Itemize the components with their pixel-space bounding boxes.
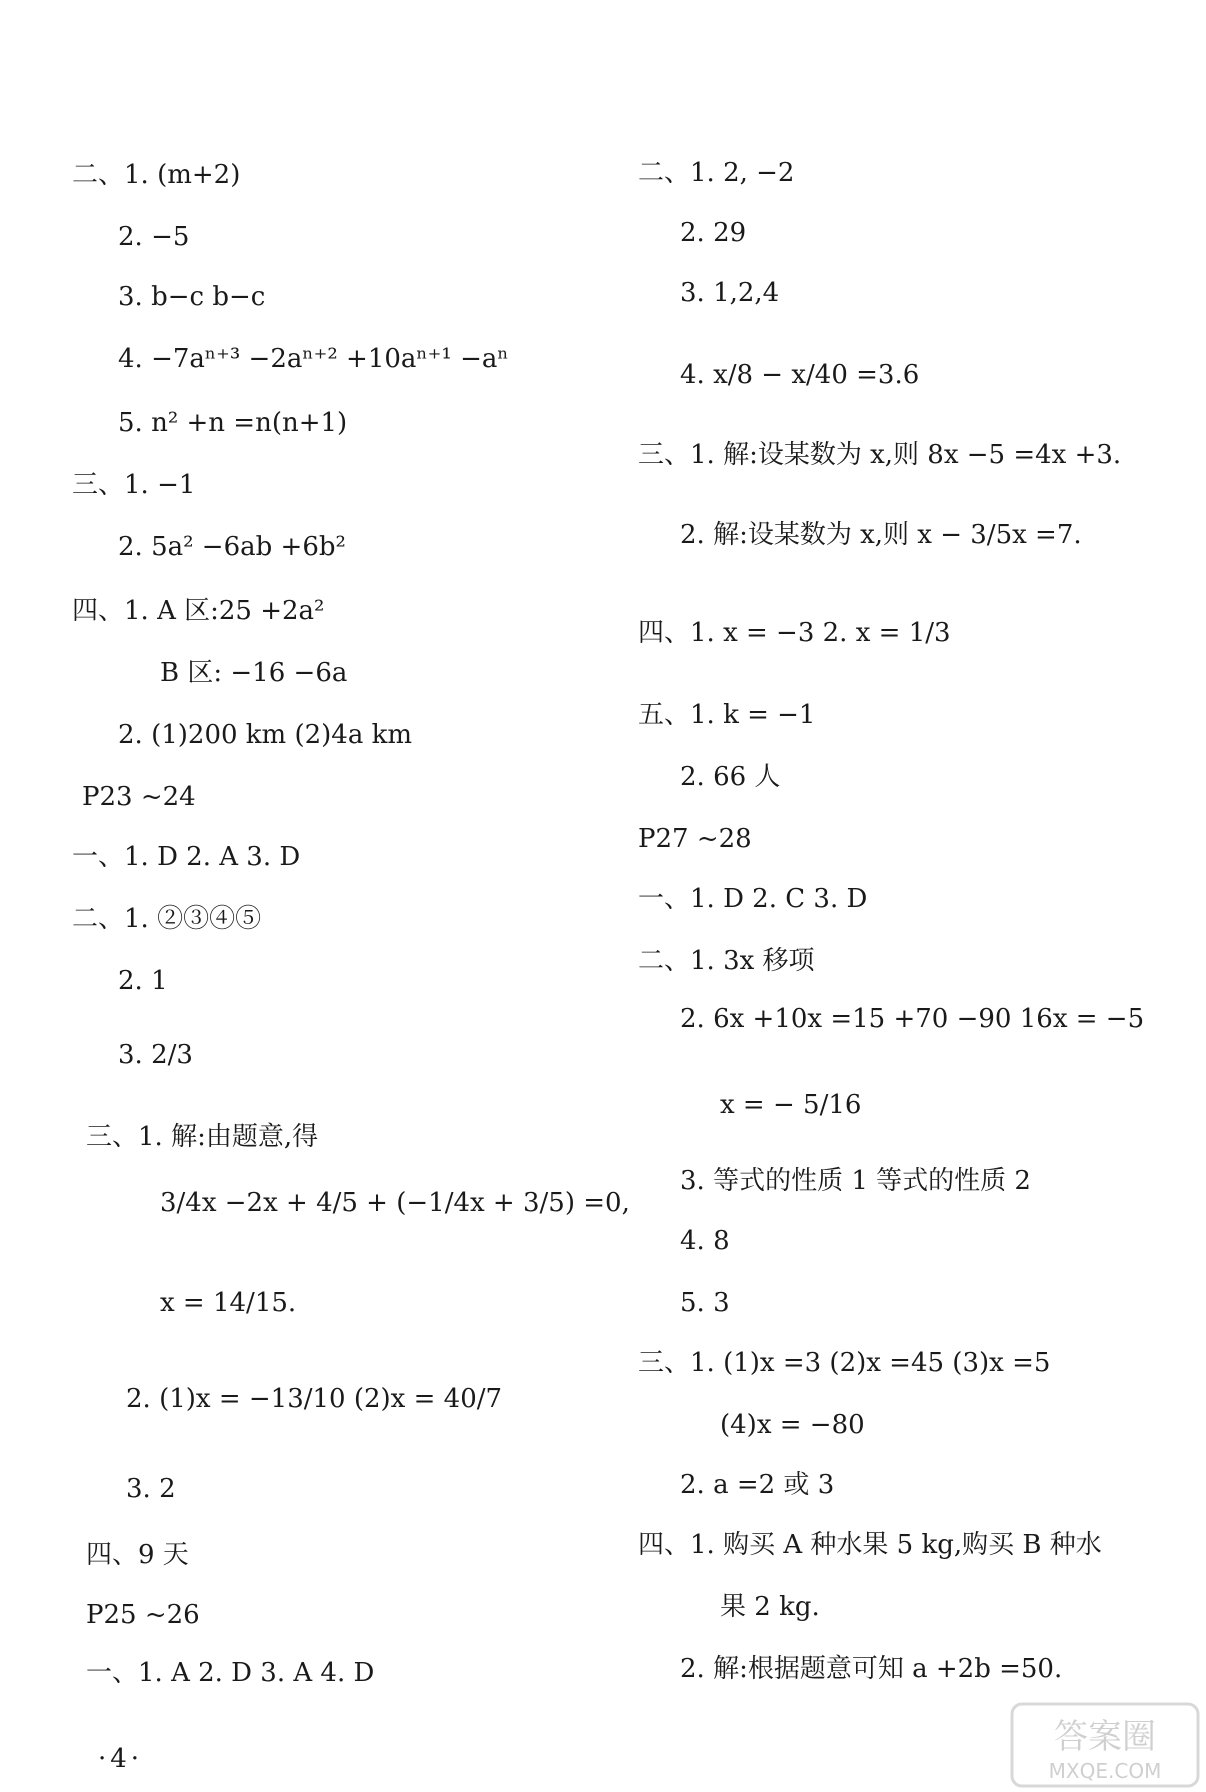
answer-line: 3. 1,2,4 — [680, 278, 780, 308]
answer-line: 5. n² +n =n(n+1) — [118, 408, 348, 438]
answer-line: 一、1. A 2. D 3. A 4. D — [86, 1658, 375, 1688]
answer-line: (4)x = −80 — [720, 1410, 865, 1440]
answer-line: 2. 解:根据题意可知 a +2b =50. — [680, 1654, 1063, 1684]
answer-line: 四、1. 购买 A 种水果 5 kg,购买 B 种水 — [638, 1530, 1102, 1560]
answer-line: 4. 8 — [680, 1226, 730, 1256]
answer-line: 三、1. 解:设某数为 x,则 8x −5 =4x +3. — [638, 440, 1122, 470]
answer-line: 2. (1)x = −13/10 (2)x = 40/7 — [126, 1384, 503, 1414]
answer-line: 二、1. ②③④⑤ — [72, 904, 262, 934]
answer-line: 二、1. 3x 移项 — [638, 946, 815, 976]
answer-line: 一、1. D 2. C 3. D — [638, 884, 868, 914]
answer-line: 四、9 天 — [86, 1540, 189, 1570]
answer-line: 4. −7aⁿ⁺³ −2aⁿ⁺² +10aⁿ⁺¹ −aⁿ — [118, 344, 509, 374]
answer-line: 三、1. −1 — [72, 470, 196, 500]
answer-line: 2. a =2 或 3 — [680, 1470, 835, 1500]
answer-line: 三、1. 解:由题意,得 — [86, 1122, 319, 1152]
answer-line: x = 14/15. — [160, 1288, 297, 1318]
answer-line: 四、1. A 区:25 +2a² — [72, 596, 325, 626]
answer-line: P25 ~26 — [86, 1600, 200, 1630]
answer-line: 2. 5a² −6ab +6b² — [118, 532, 346, 562]
answer-line: 一、1. D 2. A 3. D — [72, 842, 301, 872]
answer-line: 3. b−c b−c — [118, 282, 266, 312]
answer-line: 2. 解:设某数为 x,则 x − 3/5x =7. — [680, 520, 1082, 550]
page-number: ·4· — [98, 1744, 144, 1774]
watermark-logo — [1010, 1702, 1200, 1788]
answer-line: 五、1. k = −1 — [638, 700, 816, 730]
answer-line: P23 ~24 — [82, 782, 196, 812]
answer-line: 二、1. 2, −2 — [638, 158, 795, 188]
answer-line: 5. 3 — [680, 1288, 730, 1318]
answer-line: 2. −5 — [118, 222, 190, 252]
watermark-brand: 答案圈 — [1054, 1717, 1156, 1757]
answer-line: 4. x/8 − x/40 =3.6 — [680, 360, 920, 390]
answer-line: 2. 29 — [680, 218, 747, 248]
answer-line: 3. 2 — [126, 1474, 176, 1504]
answer-line: x = − 5/16 — [720, 1090, 862, 1120]
answer-line: 3/4x −2x + 4/5 + (−1/4x + 3/5) =0, — [160, 1188, 630, 1218]
answer-line: 2. 1 — [118, 966, 168, 996]
watermark-url: MXQE.COM — [1048, 1759, 1162, 1783]
answer-line: 2. 66 人 — [680, 762, 781, 792]
answer-line: B 区: −16 −6a — [160, 658, 348, 688]
answer-line: 2. (1)200 km (2)4a km — [118, 720, 413, 750]
answer-line: 3. 等式的性质 1 等式的性质 2 — [680, 1166, 1031, 1196]
answer-line: P27 ~28 — [638, 824, 752, 854]
answer-line: 2. 6x +10x =15 +70 −90 16x = −5 — [680, 1004, 1145, 1034]
answer-line: 果 2 kg. — [720, 1592, 820, 1622]
answer-line: 3. 2/3 — [118, 1040, 193, 1070]
answer-line: 三、1. (1)x =3 (2)x =45 (3)x =5 — [638, 1348, 1051, 1378]
answer-line: 四、1. x = −3 2. x = 1/3 — [638, 618, 951, 648]
answer-line: 二、1. (m+2) — [72, 160, 241, 190]
